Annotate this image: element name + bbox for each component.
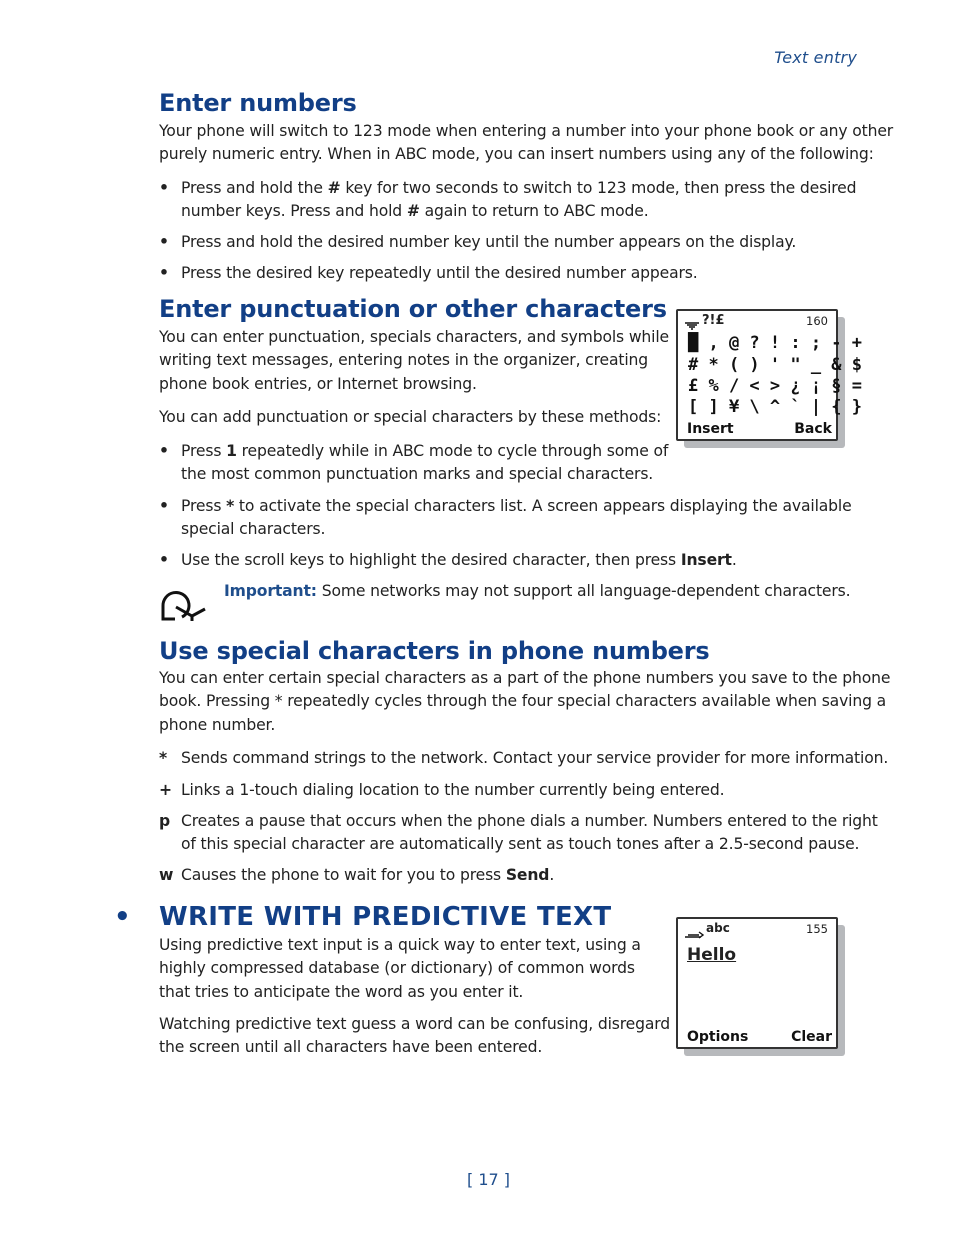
input-mode-indicator: abc xyxy=(706,921,730,935)
character-counter: 155 xyxy=(806,922,828,936)
para-line: You can enter certain special characters as a part of the phone numbers you save to the phone xyxy=(159,669,891,687)
para-line: that tries to anticipate the word as you enter it. xyxy=(159,982,524,1001)
item-text: key for two seconds to switch to 123 mode, then press the desired xyxy=(340,179,857,197)
item-text: repeatedly while in ABC mode to cycle through some of xyxy=(236,442,669,460)
important-label: Important: xyxy=(224,582,317,600)
special-character-key: p xyxy=(159,812,171,830)
item-text: Press xyxy=(181,497,227,515)
item-text: Use the scroll keys to highlight the desired character, then press xyxy=(181,551,681,569)
key-name: # xyxy=(327,179,341,197)
item-text: Causes the phone to wait for you to press xyxy=(181,866,506,884)
character-row: [ ] ¥ \ ^ ` | { } xyxy=(688,397,862,417)
item-text: Sends command strings to the network. Contact your service provider for more information. xyxy=(181,749,889,767)
heading-enter-numbers: Enter numbers xyxy=(159,89,357,117)
para-line: writing text messages, entering notes in the organizer, creating xyxy=(159,351,649,370)
important-text: Some networks may not support all language-dependent characters. xyxy=(316,582,851,600)
pen-icon xyxy=(684,924,704,943)
heading-enter-punctuation: Enter punctuation or other characters xyxy=(159,295,667,323)
special-character-key: * xyxy=(159,749,168,767)
predictive-intro xyxy=(159,934,641,1004)
softkey-options: Options xyxy=(687,1029,749,1045)
intro-line: Your phone will switch to 123 mode when entering a number into your phone book or any other xyxy=(159,122,894,140)
para-line: book. Pressing * repeatedly cycles through the four special characters available when saving a xyxy=(159,692,887,711)
punctuation-intro xyxy=(159,326,669,396)
predicted-word: Hello xyxy=(687,945,737,965)
item-text: number keys. Press and hold xyxy=(181,202,407,221)
para-line: You can enter punctuation, specials characters, and symbols while xyxy=(159,328,669,346)
bullet-marker: • xyxy=(159,442,169,460)
special-characters-intro xyxy=(159,667,890,737)
para-line: You can add punctuation or special characters by these methods: xyxy=(159,408,662,426)
bullet-marker: • xyxy=(159,233,169,251)
predictive-text-screen xyxy=(676,917,838,1049)
character-counter: 160 xyxy=(806,314,828,328)
heading-predictive-text: WRITE WITH PREDICTIVE TEXT xyxy=(159,902,612,932)
special-character-key: w xyxy=(159,866,174,884)
para-line: Watching predictive text guess a word can be confusing, disregard xyxy=(159,1015,671,1033)
item-text: Press and hold the desired number key until the number appears on the display. xyxy=(181,233,797,251)
item-text: again to return to ABC mode. xyxy=(419,202,649,221)
item-text: Press the desired key repeatedly until the desired number appears. xyxy=(181,264,698,282)
bullet-marker: • xyxy=(159,264,169,282)
item-text: Creates a pause that occurs when the phone dials a number. Numbers entered to the right xyxy=(181,812,878,830)
screen-header-symbols: ?!£ xyxy=(702,313,725,328)
page-number: [ 17 ] xyxy=(466,1170,510,1189)
para-line: highly compressed database (or dictionary) of common words xyxy=(159,959,635,978)
enter-numbers-intro xyxy=(159,120,893,167)
softkey-clear: Clear xyxy=(791,1029,832,1045)
bullet-marker: • xyxy=(159,551,169,569)
important-note xyxy=(224,580,850,603)
item-text: Press xyxy=(181,442,227,460)
item-text: of this special character are automatically sent as touch tones after a 2.5-second pause. xyxy=(181,835,860,854)
character-row: # * ( ) ' " _ & $ xyxy=(688,355,862,375)
item-text: Links a 1-touch dialing location to the number currently being entered. xyxy=(181,781,725,799)
bullet-marker: • xyxy=(159,497,169,515)
heading-special-characters-phone-numbers: Use special characters in phone numbers xyxy=(159,637,710,665)
bullet-marker: • xyxy=(159,179,169,197)
key-name: Insert xyxy=(680,551,732,569)
special-character-key: + xyxy=(159,781,172,799)
character-row: █ , @ ? ! : ; - + xyxy=(688,333,862,353)
softkey-back: Back xyxy=(794,421,832,437)
item-text: special characters. xyxy=(181,520,326,539)
item-text: the most common punctuation marks and special characters. xyxy=(181,465,654,484)
key-name: Send xyxy=(505,866,550,884)
punctuation-methods xyxy=(159,406,661,429)
running-head: Text entry xyxy=(774,48,857,67)
item-text: . xyxy=(549,866,555,884)
item-text: to activate the special characters list. A screen appears displaying the available xyxy=(234,497,852,515)
item-text: Press and hold the xyxy=(181,179,328,197)
character-row: £ % / < > ¿ ¡ § = xyxy=(688,376,862,396)
key-name: 1 xyxy=(226,442,237,460)
section-bullet: • xyxy=(114,902,131,932)
key-name: # xyxy=(406,202,420,221)
intro-line: purely numeric entry. When in ABC mode, you can insert numbers using any of the following: xyxy=(159,145,874,164)
item-text: . xyxy=(731,551,737,569)
para-line: the screen until all characters have been entered. xyxy=(159,1038,543,1057)
special-characters-screen xyxy=(676,309,862,441)
predictive-note xyxy=(159,1013,670,1060)
para-line: phone book entries, or Internet browsing. xyxy=(159,374,477,393)
important-note-icon xyxy=(159,590,207,622)
softkey-insert: Insert xyxy=(687,421,734,437)
para-line: Using predictive text input is a quick way to enter text, using a xyxy=(159,936,641,954)
para-line: phone number. xyxy=(159,715,276,734)
key-name: * xyxy=(226,497,235,515)
